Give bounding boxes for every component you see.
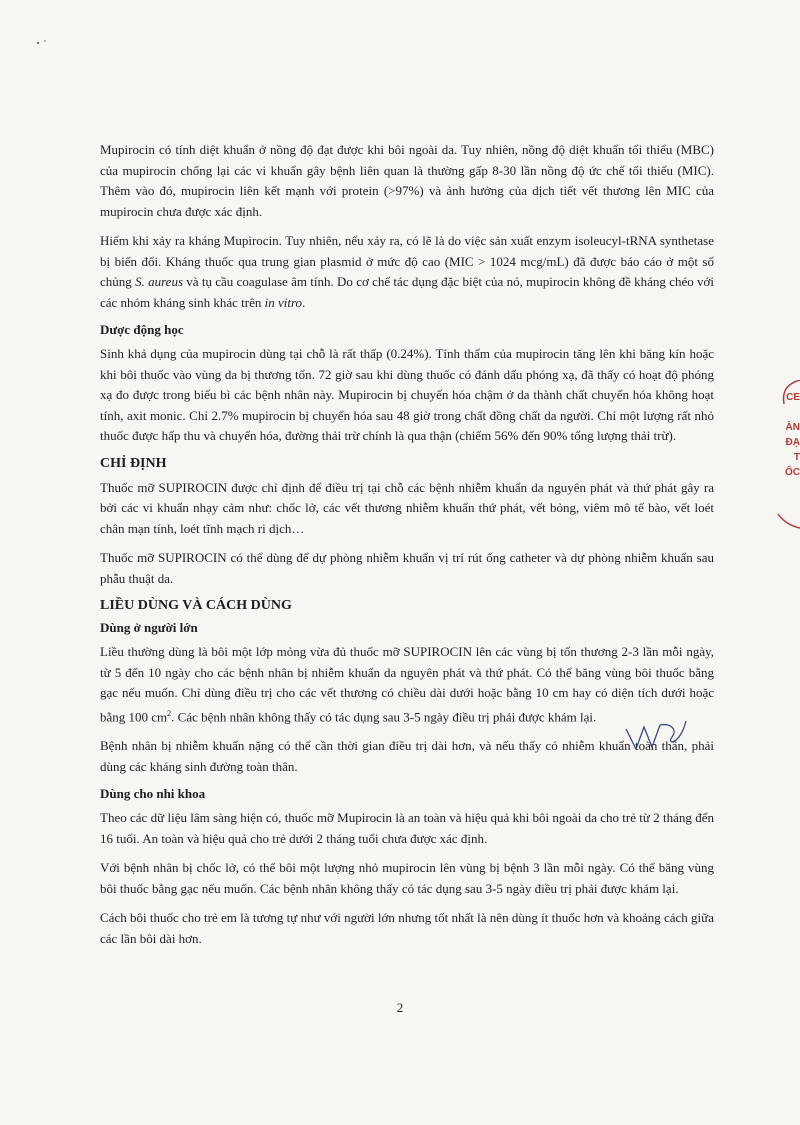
paragraph-pharmacokinetics: Sinh khả dụng của mupirocin dùng tại chỗ là rất thấp (0.24%). Tính thấm của mupirocin tăng lên khi băng kín hoặc khi bôi thuốc vào vùng da bị thương tổn. 72 giờ sau khi dùng thuốc có đánh dấu phóng xạ, đã thấy có hoạt độ phóng xạ đo được trong biểu bì các bệnh nhân này. Mupirocin bị chuyển hóa chậm ở da thành chất chuyển hóa không hoạt tính, axit monic. Chỉ 2.7% mupirocin bị chuyển hóa sau 48 giờ trong chất đồng chất da người. Chỉ một lượng rất nhỏ thuốc được hấp thu và chuyển hóa, đường thải trừ chính là qua thận (chiếm 56% đến 90% tổng lượng thải trừ). — [100, 346, 714, 443]
heading-pharmacokinetics: Dược động học — [100, 322, 184, 337]
stamp-arc — [772, 380, 800, 540]
page-number: 2 — [396, 1000, 404, 1015]
paragraph-impetigo: Với bệnh nhân bị chốc lở, có thể bôi một lượng nhỏ mupirocin lên vùng bị bệnh 3 lần mỗi ngày. Có thể băng vùng bôi thuốc bằng gạc nếu muốn. Các bệnh nhân không thấy có tác dụng sau 3-5 ngày điều trị phải được khám lại. — [100, 860, 714, 896]
heading-pediatric-use: Dùng cho nhi khoa — [100, 786, 206, 802]
paragraph-prophylaxis: Thuốc mỡ SUPIROCIN có thể dùng để dự phòng nhiễm khuẩn vị trí rút ống catheter và dự phòng nhiễm khuẩn sau phẫu thuật da. — [100, 550, 714, 586]
species-name: S. aureus — [135, 274, 184, 289]
paragraph-mbc: Mupirocin có tính diệt khuẩn ở nồng độ đạt được khi bôi ngoài da. Tuy nhiên, nồng độ diệt khuẩn tối thiểu (MBC) của mupirocin chống lại các vi khuẩn gây bệnh liên quan là thường gấp 8-30 lần nồng độ ức chế tối thiểu (MIC). Thêm vào đó, mupirocin liên kết mạnh với protein (>97%) và ảnh hưởng của dịch tiết vết thương lên MIC của mupirocin chưa được xác định. — [100, 142, 714, 219]
heading-dosage: LIỀU DÙNG VÀ CÁCH DÙNG — [100, 598, 292, 613]
superscript-2: 2 — [167, 708, 172, 718]
scan-speck-mark — [35, 38, 49, 46]
stamp-fragment: CE ÀN ĐẠ T ỐC — [772, 380, 800, 540]
paragraph-severe-infection: Bệnh nhân bị nhiễm khuẩn nặng có thể cần thời gian điều trị dài hơn, và nếu thấy có nhiễm khuẩn toàn thân, phải dùng các kháng sinh đường toàn thân. — [100, 738, 714, 774]
handwritten-signature — [620, 715, 690, 755]
heading-adult-use: Dùng ở người lớn — [100, 620, 198, 635]
heading-indications: CHỈ ĐỊNH — [100, 455, 167, 471]
document-page — [100, 140, 714, 958]
paragraph-pediatric-safety: Theo các dữ liệu lâm sàng hiện có, thuốc mỡ Mupirocin là an toàn và hiệu quả khi bôi ngoài da cho trẻ từ 2 tháng đến 16 tuổi. An toàn và hiệu quả cho trẻ dưới 2 tháng tuổi chưa được xác định. — [100, 810, 714, 846]
paragraph-adult-dose: Liều thường dùng là bôi một lớp mỏng vừa đủ thuốc mỡ SUPIROCIN lên các vùng bị tổn thương 2-3 lần mỗi ngày, từ 5 đến 10 ngày cho các bệnh nhân bị nhiễm khuẩn da nguyên phát và thứ phát. Có thể băng vùng bôi thuốc bằng gạc nếu muốn. Chỉ dùng điều trị cho các vết thương có chiều dài dưới hoặc bằng 10 cm hay có diện tích dưới hoặc bằng 100 $cm^2$. Các bệnh nhân không thấy có tác dụng sau 3-5 ngày điều trị phải được khám lại. — [100, 644, 714, 724]
paragraph-indications: Thuốc mỡ SUPIROCIN được chỉ định để điều trị tại chỗ các bệnh nhiễm khuẩn da nguyên phát và thứ phát gây ra bởi các vi khuẩn nhạy cảm như: chốc lở, các vết thương nhiễm khuẩn thứ phát, vết bỏng, viêm mô tế bào, vết loét chân mạn tính, loét tĩnh mạch ri dịch… — [100, 479, 714, 536]
paragraph-resistance: Hiếm khi xảy ra kháng Mupirocin. Tuy nhiên, nếu xảy ra, có lẽ là do việc sản xuất enzym isoleucyl-tRNA synthetase bị biến đổi. Kháng thuốc qua trung gian plasmid ở mức độ cao (MIC > 1024 mcg/mL) đã được báo cáo ở một số chủng S. aureus và tụ cầu coagulase âm tính. Do cơ chế tác dụng đặc biệt của nó, mupirocin không đề kháng chéo với các nhóm kháng sinh khác trên in vitro. — [100, 233, 715, 310]
paragraph-child-application: Cách bôi thuốc cho trẻ em là tương tự như với người lớn nhưng tốt nhất là nên dùng ít thuốc hơn và khoảng cách giữa các lần bôi dài hơn. — [100, 910, 714, 946]
in-vitro-term: in vitro — [264, 294, 303, 310]
